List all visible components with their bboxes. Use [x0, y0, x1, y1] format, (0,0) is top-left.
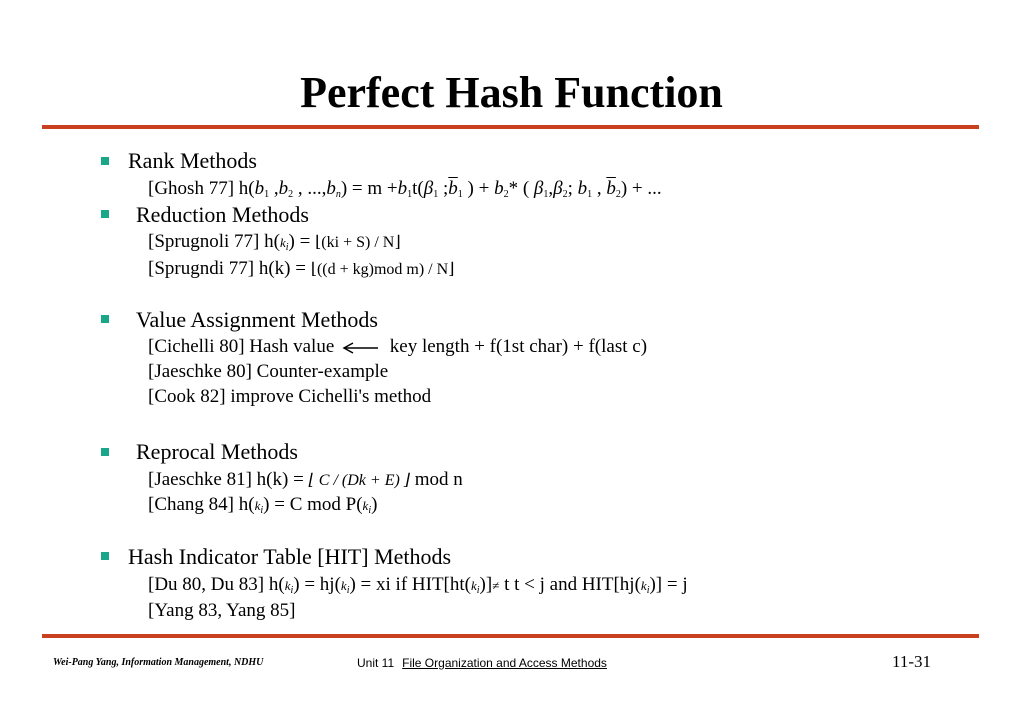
sprugnoli-label: [Sprugnoli 77] h( — [148, 231, 280, 252]
du-part-e: t t < j and HIT[hj( — [504, 574, 641, 595]
footer-unit-label: Unit 11 — [357, 656, 395, 670]
sprugnoli-formula: [Sprugnoli 77] $h(k_i)$ = ⌊(ki + S) / N⌋ — [148, 231, 401, 253]
footer-unit — [357, 656, 607, 670]
page-title: Perfect Hash Function — [300, 68, 723, 117]
chang-mid: ) = C mod P( — [263, 494, 363, 515]
bullet-icon — [101, 448, 109, 456]
cichelli-label: [Cichelli 80] Hash value — [148, 336, 335, 357]
du-part-d: )] — [479, 574, 493, 595]
ghosh-prefix: [Ghosh 77] h( — [148, 178, 255, 199]
section-heading-value: Value Assignment Methods — [136, 307, 378, 332]
sprugndi-label: [Sprugndi 77] h(k) = — [148, 258, 306, 279]
du-part-b: ) = hj( — [293, 574, 341, 595]
section-heading-reprocal: Reprocal Methods — [136, 439, 298, 464]
bullet-icon — [101, 315, 109, 323]
page-number: 11-31 — [892, 652, 932, 671]
jaeschke80-line: [Jaeschke 80] Counter-example — [148, 361, 389, 382]
bottom-divider — [42, 634, 979, 638]
jaeschke81-formula — [148, 469, 463, 492]
yang-line: [Yang 83, Yang 85] — [148, 600, 296, 621]
du-part-c: ) = xi if HIT[ht( — [349, 574, 471, 595]
sprugndi-formula — [148, 258, 454, 281]
du-part-a: [Du 80, Du 83] h( — [148, 574, 285, 595]
footer-topic: File Organization and Access Methods — [402, 656, 607, 670]
section-heading-reduction: Reduction Methods — [136, 202, 309, 227]
not-equal-icon: ≠ — [492, 578, 500, 593]
jaeschke81-tail: mod n — [414, 469, 463, 490]
chang-label: [Chang 84] h( — [148, 494, 255, 515]
bullet-icon — [101, 210, 109, 218]
chang-formula: [Chang 84] $h(k_i) = C$ mod $P(k_i)$ — [148, 494, 378, 516]
du-formula: [Du 80, Du 83] $h(k_i) = hj(k_i)$ = xi if $HIT[ht(k_i)]\ne t$ t < j and $HIT[hj(k_i)] = j$ — [148, 574, 688, 596]
bullet-icon — [101, 157, 109, 165]
cook-line: [Cook 82] improve Cichelli's method — [148, 386, 432, 407]
chang-end: ) — [371, 494, 378, 515]
sprugnoli-expression: ⌊(ki + S) / N⌋ — [315, 234, 401, 251]
left-arrow-icon — [341, 342, 379, 354]
footer-author: Wei-Pang Yang, Information Management, NDHU — [53, 657, 264, 668]
jaeschke81-expression: ⌊ C / (Dk + E) ⌋ — [308, 472, 411, 489]
ghosh-eq: ) = m + — [340, 178, 398, 199]
section-heading-rank: Rank Methods — [128, 148, 257, 173]
bullet-icon — [101, 552, 109, 560]
section-heading-hit: Hash Indicator Table [HIT] Methods — [128, 544, 452, 569]
sprugndi-expression: ⌊((d + kg)mod m) / N⌋ — [310, 261, 455, 278]
cichelli-line — [148, 336, 647, 358]
du-part-f: )] = j — [649, 574, 688, 595]
top-divider — [42, 125, 979, 129]
cichelli-value: key length + f(1st char) + f(last c) — [389, 336, 648, 357]
ghosh-formula: [Ghosh 77] $h(b_1$ $,b_2$ , $...,b_n) = m +b_1t(\beta_1$ $;\overline{b}_1$ ) + $b_2*$ ( $\beta_1,\beta_2$; $b_1$ , $\overline{b}_2$) + ... — [148, 178, 662, 200]
jaeschke81-label: [Jaeschke 81] h(k) = — [148, 469, 304, 490]
